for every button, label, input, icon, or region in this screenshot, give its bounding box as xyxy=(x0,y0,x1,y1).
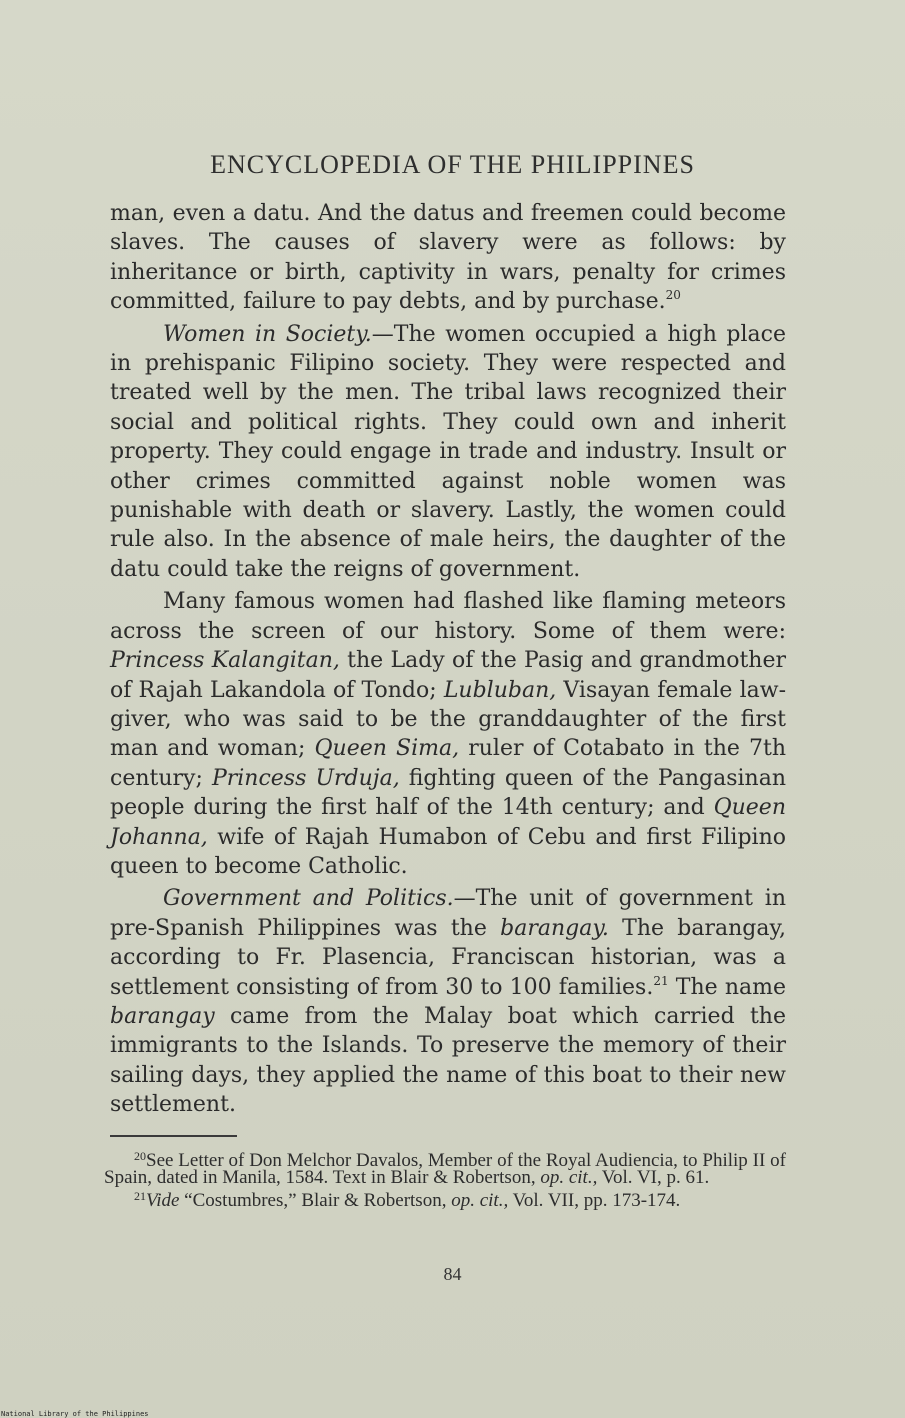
footnote-20 xyxy=(104,1149,786,1188)
term-barangay: barangay. xyxy=(500,915,609,941)
name-johanna: Queen Johanna, xyxy=(110,795,786,850)
name-kalangitan: Princess Kalangitan, xyxy=(110,648,340,674)
paragraph-text: fighting queen of the Pangasinan people during the first half of the 14th century; and xyxy=(110,765,786,821)
footnote-21 xyxy=(104,1189,786,1211)
paragraph-text: The barangay, according to Fr. Plasencia, Franciscan historian, was a settlement consisting of from 30 to 100 families. xyxy=(110,915,786,1000)
footnote-vide: Vide xyxy=(146,1190,180,1211)
paragraph-text: The name xyxy=(668,974,786,1000)
footnote-ref-20: 20 xyxy=(665,288,681,303)
page-number: 84 xyxy=(443,1264,462,1284)
paragraph-text: —The unit of government in pre-Spanish Philippines was the xyxy=(110,886,786,941)
running-head: ENCYCLOPEDIA OF THE PHILIPPINES xyxy=(210,150,695,179)
footnotes xyxy=(104,1149,786,1215)
paragraph-text: —The women occupied a high place in prehispanic Filipino society. They were respected and treated well by the men. The tribal laws recognized their social and political rights. They could own and inherit property. They could engage in trade and industry. Insult or other crimes committed against noble women was punishable with death or slavery. Lastly, the women could rule also. In the absence of male heirs, the daughter of the datu could take the reigns of government. xyxy=(110,321,786,582)
body-text xyxy=(110,199,786,1120)
footnote-ref-21: 21 xyxy=(653,973,669,988)
name-urduja: Princess Urduja, xyxy=(211,765,400,791)
paragraph-slavery-causes xyxy=(110,199,786,317)
term-barangay: barangay xyxy=(110,1003,215,1029)
paragraph-text: the Lady of the Pasig and grandmother of Rajah Lakandola of Tondo; xyxy=(110,648,786,703)
name-lubluban: Lubluban, xyxy=(443,677,557,703)
footnote-number: 20 xyxy=(134,1149,146,1163)
footnote-text: Vol. VI, p. 61. xyxy=(597,1167,710,1188)
footnote-abbr: op. cit., xyxy=(540,1167,598,1188)
paragraph-women-in-society xyxy=(110,320,786,585)
footnote-text: “Costumbres,” Blair & Robertson, xyxy=(179,1190,452,1211)
library-credit: National Library of the Philippines xyxy=(1,1410,149,1418)
footnote-abbr: op. cit., xyxy=(451,1190,509,1211)
paragraph-government-politics xyxy=(110,884,786,1119)
footnote-rule xyxy=(110,1135,237,1137)
paragraph-text: Many famous women had flashed like flaming meteors across the screen of our history. Some of them were: xyxy=(110,589,786,644)
name-sima: Queen Sima, xyxy=(314,736,460,762)
footnote-text: Vol. VII, pp. 173-174. xyxy=(508,1190,681,1211)
footnote-text: See Letter of Don Melchor Davalos, Member of the Royal Audiencia, to Philip II of Spain, dated in Manila, 1584. Text in Blair & Robertson, xyxy=(104,1150,786,1188)
paragraph-text: Visayan female law-giver, who was said to be the granddaughter of the first man and woman; xyxy=(110,677,786,762)
paragraph-text: wife of Rajah Humabon of Cebu and first Filipino queen to become Catholic. xyxy=(110,824,786,879)
section-heading-government: Government and Politics. xyxy=(163,886,454,912)
paragraph-text: ruler of Cotabato in the 7th century; xyxy=(110,736,786,791)
paragraph-text: came from the Malay boat which carried the immigrants to the Islands. To preserve the memory of their sailing days, they applied the name of this boat to their new settlement. xyxy=(110,1003,786,1118)
paragraph-famous-women xyxy=(110,587,786,881)
paragraph-text: man, even a datu. And the datus and freemen could become slaves. The causes of slavery were as follows: by inheritance or birth, captivity in wars, penalty for crimes committed, failure to pay debts, and by purchase. xyxy=(110,201,786,315)
section-heading-women: Women in Society. xyxy=(163,321,372,347)
footnote-number: 21 xyxy=(134,1189,146,1203)
